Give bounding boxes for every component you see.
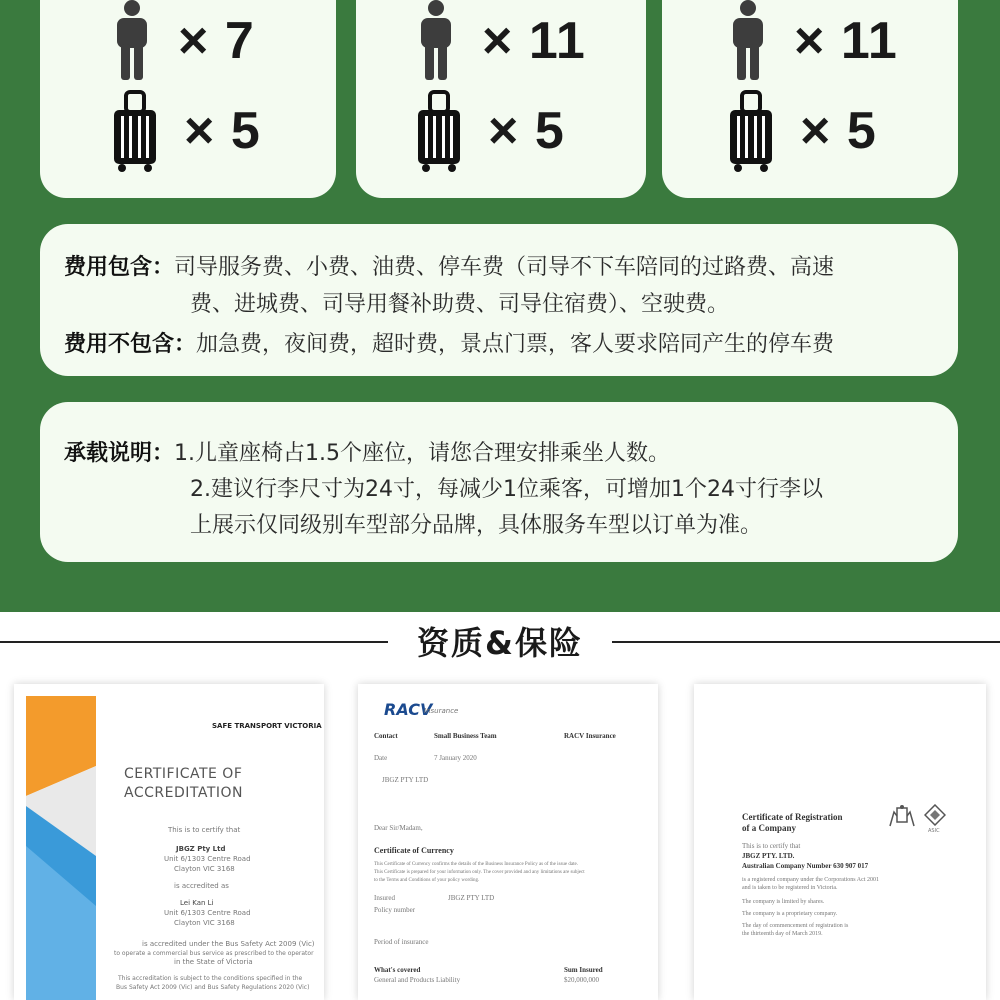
fees-included-text-1: 司导服务费、小费、油费、停车费（司导不下车陪同的过路费、高速 (174, 255, 835, 280)
cert3-text-8: The day of commencement of registration is (742, 923, 849, 929)
cert2-text-14: Period of insurance (374, 938, 429, 946)
cert2-text-16: Sum Insured (564, 966, 603, 974)
certificate-registration[interactable] (694, 684, 986, 1000)
cert1-text-7: Unit 6/1303 Centre Road (164, 909, 251, 917)
passenger-row (112, 0, 255, 82)
certificate-title-1: CERTIFICATE OF (124, 766, 243, 782)
section-divider-right (612, 641, 1000, 643)
cert3-text-4: is a registered company under the Corporations Act 2001 (742, 877, 879, 883)
asic-badge-label: ASIC (928, 828, 940, 834)
fees-excluded-label: 费用不包含： (64, 332, 197, 357)
cert3-text-3: Australian Company Number 630 907 017 (742, 862, 869, 870)
cert2-text-9: This Certificate is prepared for your information only. The cover provided and any limitations are subject (374, 870, 585, 875)
notes-label: 承载说明： (64, 441, 175, 466)
cert2-text-17: General and Products Liability (374, 976, 461, 984)
cert1-text-8: Clayton VIC 3168 (174, 919, 235, 927)
cert3-text-6: The company is limited by shares. (742, 899, 825, 905)
racv-logo-tag: Insurance (424, 707, 459, 715)
cert2-text-11: Insured (374, 894, 395, 902)
notes-line3 (190, 508, 762, 539)
notes-line2 (190, 472, 823, 503)
luggage-row (112, 90, 261, 172)
cert3-title-2: of a Company (742, 823, 797, 833)
cert2-text-6: JBGZ PTY LTD (382, 776, 429, 784)
notes-line1 (64, 436, 670, 467)
section-title: 资质&保险 (417, 624, 583, 662)
person-icon (112, 0, 152, 82)
luggage-row (416, 90, 565, 172)
luggage-icon (728, 90, 774, 172)
racv-logo: RACV (384, 700, 433, 719)
fees-included-line1 (64, 250, 834, 281)
certificate-stripe (26, 696, 106, 1000)
certificate-accreditation[interactable] (14, 684, 324, 1000)
cert2-text-15: What's covered (374, 966, 421, 974)
cert2-text-12: JBGZ PTY LTD (448, 894, 495, 902)
cert2-text-18: $20,000,000 (564, 976, 599, 984)
cert2-text-4: Date (374, 754, 388, 762)
cert3-text-1: This is to certify that (742, 842, 801, 850)
australia-coat-of-arms-icon (888, 804, 916, 830)
cert1-text-13: Bus Safety Act 2009 (Vic) and Bus Safety Regulations 2020 (Vic) (116, 984, 310, 991)
cert3-text-2: JBGZ PTY. LTD. (742, 852, 795, 860)
luggage-icon (416, 90, 462, 172)
cert1-text-2: JBGZ Pty Ltd (176, 845, 226, 853)
cert1-text-12: This accreditation is subject to the conditions specified in the (118, 975, 303, 982)
fees-excluded-line (64, 327, 834, 358)
passenger-count: × 11 (794, 12, 898, 70)
cert1-text-5: is accredited as (174, 882, 229, 890)
certificate-title-2: ACCREDITATION (124, 785, 243, 801)
cert3-title-1: Certificate of Registration (742, 812, 843, 822)
cert1-text-1: This is to certify that (168, 826, 241, 834)
asic-emblem-icon (924, 804, 946, 826)
cert2-text-8: This Certificate of Currency confirms the details of the Business Insurance Policy as of the issue date. (374, 862, 578, 867)
cert2-text-5: 7 January 2020 (434, 754, 477, 762)
cert1-text-10: to operate a commercial bus service as prescribed to the operator (114, 950, 314, 957)
person-icon (416, 0, 456, 82)
passenger-count: × 11 (482, 12, 586, 70)
cert1-text-6: Lei Kan Li (180, 899, 214, 907)
fees-included-line2 (190, 287, 729, 318)
cert2-heading: Certificate of Currency (374, 846, 454, 855)
cert1-text-3: Unit 6/1303 Centre Road (164, 855, 251, 863)
luggage-count: × 5 (800, 102, 877, 160)
notes-box (40, 402, 958, 562)
luggage-icon (112, 90, 158, 172)
cert2-text-13: Policy number (374, 906, 416, 914)
cert1-text-11: in the State of Victoria (174, 958, 253, 966)
fees-included-text-2: 费、进城费、司导用餐补助费、司导住宿费）、空驶费。 (190, 292, 730, 317)
passenger-row (728, 0, 898, 82)
capacity-card-2[interactable] (356, 0, 646, 198)
passenger-row (416, 0, 586, 82)
person-icon (728, 0, 768, 82)
luggage-count: × 5 (488, 102, 565, 160)
cert3-text-5: and is taken to be registered in Victoria. (742, 885, 838, 891)
cert3-text-9: the thirteenth day of March 2019. (742, 931, 823, 937)
cert2-text-3: RACV Insurance (564, 732, 616, 740)
safe-transport-logo: SAFE TRANSPORT VICTORIA (212, 722, 322, 730)
notes-text-1: 1.儿童座椅占1.5个座位，请您合理安排乘坐人数。 (174, 441, 670, 466)
fees-included-label: 费用包含： (64, 255, 175, 280)
cert2-text-1: Contact (374, 732, 398, 740)
notes-text-2: 2.建议行李尺寸为24寸，每减少1位乘客，可增加1个24寸行李以 (190, 477, 823, 502)
cert2-text-2: Small Business Team (434, 732, 497, 740)
capacity-card-1[interactable] (40, 0, 336, 198)
cert2-text-10: to the Terms and Conditions of your policy wording. (374, 878, 480, 883)
certificate-currency[interactable] (358, 684, 658, 1000)
cert2-text-7: Dear Sir/Madam, (374, 824, 423, 832)
capacity-card-3[interactable] (662, 0, 958, 198)
cert1-text-4: Clayton VIC 3168 (174, 865, 235, 873)
fees-excluded-text: 加急费，夜间费，超时费，景点门票，客人要求陪同产生的停车费 (196, 332, 835, 357)
luggage-row (728, 90, 877, 172)
notes-text-3: 上展示仅同级别车型部分品牌，具体服务车型以订单为准。 (190, 513, 763, 538)
fees-box (40, 224, 958, 376)
cert1-text-9: is accredited under the Bus Safety Act 2009 (Vic) (142, 940, 315, 948)
passenger-count: × 7 (178, 12, 255, 70)
cert3-text-7: The company is a proprietary company. (742, 911, 838, 917)
luggage-count: × 5 (184, 102, 261, 160)
